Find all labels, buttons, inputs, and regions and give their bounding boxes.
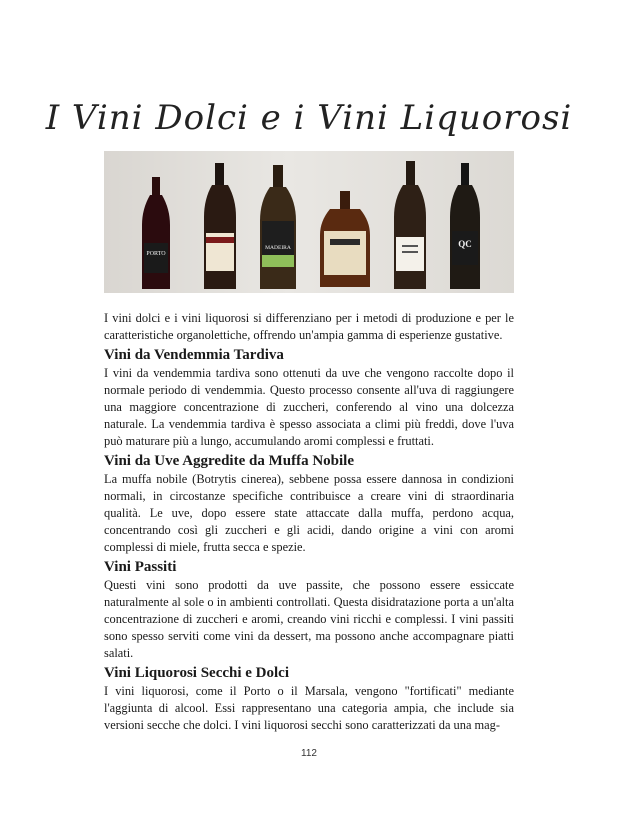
wine-bottles-photo — [104, 151, 514, 293]
bottle-qc — [450, 163, 480, 289]
bottle-flask — [320, 191, 370, 287]
paragraph-liquorosi: I vini liquorosi, come il Porto o il Marsala, vengono "fortificati" mediante l'aggiunta di alcool. Essi rappresentano una categoria ampia, che include sia versioni secche che dolci. I vini liquorosi secchi sono caratterizzati da una mag- — [104, 684, 514, 732]
heading-vini-passiti: Vini Passiti — [104, 559, 177, 575]
heading-muffa-nobile: Vini da Uve Aggredite da Muffa Nobile — [104, 453, 354, 469]
page-number: 112 — [301, 748, 317, 759]
paragraph-muffa-nobile: La muffa nobile (Botrytis cinerea), sebbene possa essere dannosa in condizioni normali, in circostanze specifiche contribuisce a creare vini di straordinaria qualità. Le uve, dopo essere state attaccate dalla muffa, perdono acqua, concentrando così gli zuccheri e gli acidi, dando origine a vini con aromi complessi di miele, frutta secca e spezie. — [104, 472, 514, 554]
heading-liquorosi: Vini Liquorosi Secchi e Dolci — [104, 665, 290, 681]
bottle-label-qc: QC — [458, 239, 472, 249]
bottle-label-porto: PORTO — [146, 251, 166, 257]
bottle-two — [204, 163, 236, 289]
bottle-label-madeira: MADEIRA — [265, 245, 291, 251]
bottle-madeira — [260, 165, 296, 289]
body-text — [104, 310, 514, 734]
bottle-porto — [142, 177, 170, 289]
paragraph-vendemmia-tardiva: I vini da vendemmia tardiva sono ottenuti da uve che vengono raccolte dopo il normale periodo di vendemmia. Questo processo consente all'uva di raggiungere una maggiore concentrazione di zuccheri, conferendo al vino una dolcezza naturale. La vendemmia tardiva è spesso associata a climi più freddi, dove l'uva può maturare più a lungo, accumulando aromi complessi e fruttati. — [104, 366, 514, 448]
bottle-five — [394, 161, 426, 289]
heading-vendemmia-tardiva: Vini da Vendemmia Tardiva — [104, 347, 284, 363]
page-title: I Vini Dolci e i Vini Liquorosi — [45, 98, 573, 138]
intro-paragraph: I vini dolci e i vini liquorosi si differenziano per i metodi di produzione e per le caratteristiche organolettiche, offrendo un'ampia gamma di esperienze gustative. — [104, 311, 514, 342]
paragraph-vini-passiti: Questi vini sono prodotti da uve passite, che possono essere essiccate naturalmente al sole o in ambienti controllati. Questa disidratazione porta a un'alta concentrazione di zuccheri e aromi, creando vini ricchi e complessi. I vini passiti sono spesso serviti come vini da dessert, ma possono anche accompagnare piatti salati. — [104, 578, 514, 660]
